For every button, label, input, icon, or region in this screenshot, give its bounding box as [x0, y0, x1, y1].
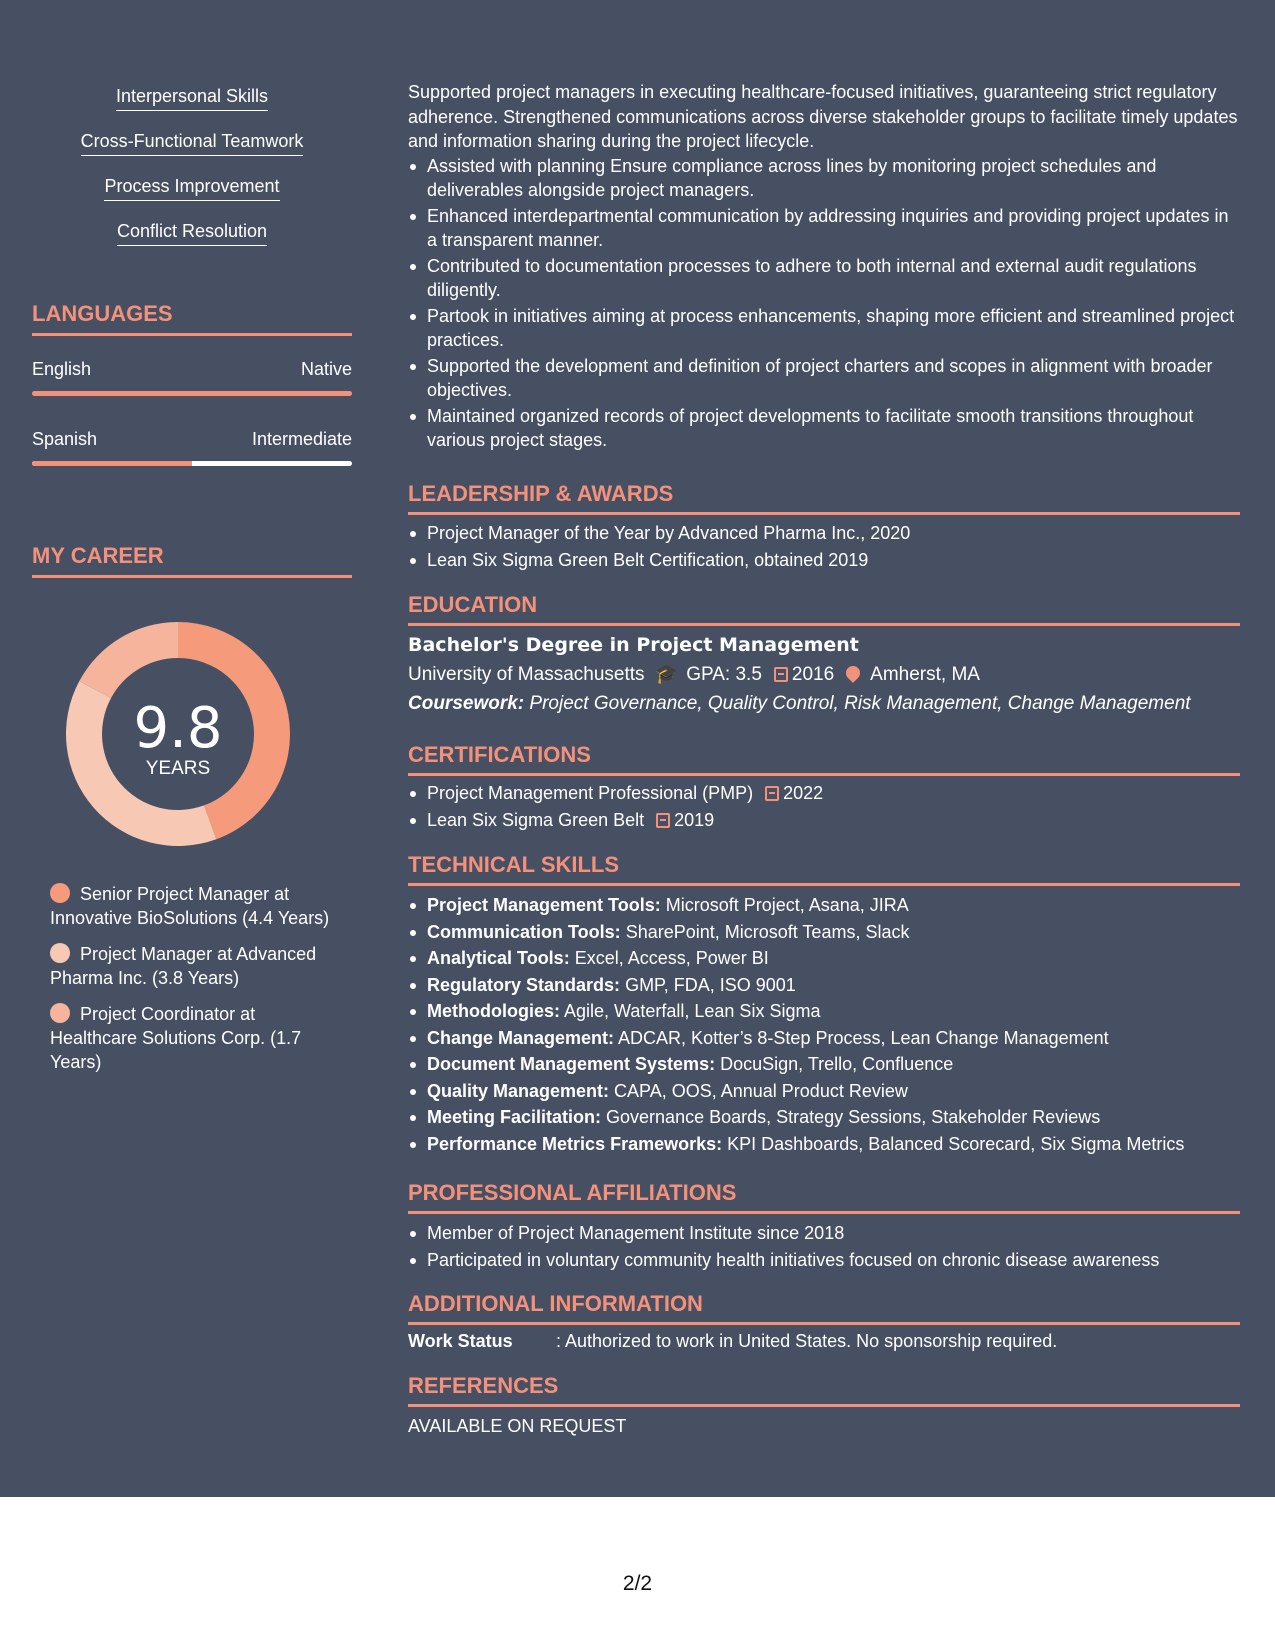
calendar-icon [774, 667, 788, 682]
page-number: 2/2 [622, 1572, 653, 1595]
work-status [408, 1331, 1240, 1352]
career-total: 9.8 [133, 696, 223, 761]
language-level: Intermediate [251, 429, 352, 449]
legend-dot [50, 1003, 70, 1023]
language-bar [32, 391, 352, 396]
skill-item: Process Improvement [32, 176, 352, 221]
references-text: AVAILABLE ON REQUEST [408, 1416, 627, 1436]
affiliations-list [408, 1221, 1240, 1274]
list-item: Performance Metrics Frameworks: KPI Dashboards, Balanced Scorecard, Six Sigma Metrics [408, 1132, 1240, 1157]
education-details [408, 662, 1240, 686]
list-item: Partook in initiatives aiming at process enhancements, shaping more efficient and streamlined project practices. [408, 304, 1240, 353]
leadership-list [408, 521, 1240, 574]
calendar-icon [765, 786, 779, 801]
skill-item: Cross-Functional Teamwork [32, 131, 352, 176]
list-item: Analytical Tools: Excel, Access, Power BI [408, 946, 1240, 971]
language-bar [32, 461, 352, 466]
experience-summary: Supported project managers in executing healthcare-focused initiatives, guaranteeing strict regulatory adherence. Strengthened communications across diverse stakeholder groups to facilitate timely updates and information sharing during the project lifecycle. [408, 82, 1238, 151]
graduation-cap-icon: 🎓 [654, 663, 679, 685]
gpa: GPA: 3.5 [686, 664, 762, 685]
coursework-text: Project Governance, Quality Control, Risk Management, Change Management [529, 693, 1191, 714]
language-name: Spanish [32, 429, 98, 449]
list-item: Lean Six Sigma Green Belt Certification, obtained 2019 [408, 548, 1240, 573]
technical-skills-heading: TECHNICAL SKILLS [408, 852, 1240, 886]
list-item: Document Management Systems: DocuSign, Trello, Confluence [408, 1052, 1240, 1077]
list-item: Enhanced interdepartmental communication by addressing inquiries and providing project updates in a transparent manner. [408, 204, 1240, 253]
list-item: Meeting Facilitation: Governance Boards, Strategy Sessions, Stakeholder Reviews [408, 1105, 1240, 1130]
career-heading: MY CAREER [32, 543, 352, 578]
career-item: Project Manager at Advanced Pharma Inc. (3.8 Years) [50, 944, 317, 988]
school-name: University of Massachusetts [408, 664, 645, 685]
list-item: Project Management Tools: Microsoft Project, Asana, JIRA [408, 893, 1240, 918]
references-heading: REFERENCES [408, 1373, 1240, 1407]
additional-info-heading: ADDITIONAL INFORMATION [408, 1291, 1240, 1325]
degree-title: Bachelor's Degree in Project Management [408, 634, 859, 656]
languages-heading: LANGUAGES [32, 301, 352, 336]
language-row-english [32, 359, 352, 399]
list-item: Project Management Professional (PMP) 2022 [408, 781, 1240, 806]
list-item: Project Manager of the Year by Advanced Pharma Inc., 2020 [408, 521, 1240, 546]
career-legend [50, 882, 340, 1086]
work-status-value: : Authorized to work in United States. No sponsorship required. [556, 1331, 1058, 1351]
list-item: Maintained organized records of project developments to facilitate smooth transitions throughout various project stages. [408, 404, 1240, 453]
education-entry [408, 634, 1240, 715]
language-bar-fill [32, 461, 192, 466]
list-item: Supported the development and definition of project charters and scopes in alignment with broader objectives. [408, 354, 1240, 403]
skill-item: Interpersonal Skills [32, 86, 352, 131]
list-item: Assisted with planning Ensure compliance across lines by monitoring project schedules and deliverables alongside project managers. [408, 154, 1240, 203]
skills-list [32, 86, 352, 266]
list-item: Quality Management: CAPA, OOS, Annual Product Review [408, 1079, 1240, 1104]
list-item: Participated in voluntary community health initiatives focused on chronic disease awareness [408, 1248, 1240, 1273]
certifications-heading: CERTIFICATIONS [408, 742, 1240, 776]
legend-dot [50, 943, 70, 963]
language-name: English [32, 359, 92, 379]
affiliations-heading: PROFESSIONAL AFFILIATIONS [408, 1180, 1240, 1214]
career-donut-chart [66, 622, 290, 846]
certifications-list [408, 781, 1240, 834]
coursework-label: Coursework: [408, 693, 525, 714]
technical-skills-list [408, 893, 1240, 1158]
career-item: Project Coordinator at Healthcare Solutions Corp. (1.7 Years) [50, 1004, 302, 1072]
list-item: Contributed to documentation processes to adhere to both internal and external audit regulations diligently. [408, 254, 1240, 303]
skill-item: Conflict Resolution [32, 221, 352, 266]
experience-bullets [408, 154, 1240, 453]
leadership-heading: LEADERSHIP & AWARDS [408, 481, 1240, 515]
list-item: Regulatory Standards: GMP, FDA, ISO 9001 [408, 973, 1240, 998]
list-item: Methodologies: Agile, Waterfall, Lean Six Sigma [408, 999, 1240, 1024]
experience-section [408, 80, 1240, 454]
legend-dot [50, 883, 70, 903]
location: Amherst, MA [870, 664, 980, 685]
work-status-label: Work Status [408, 1331, 513, 1351]
coursework [408, 693, 1240, 715]
location-pin-icon [843, 663, 863, 683]
list-item: Communication Tools: SharePoint, Microsoft Teams, Slack [408, 920, 1240, 945]
language-level: Native [300, 359, 352, 379]
career-unit: YEARS [145, 758, 211, 779]
career-item: Senior Project Manager at Innovative BioSolutions (4.4 Years) [50, 884, 330, 928]
calendar-icon [656, 813, 670, 828]
donut-segment-2 [79, 622, 178, 698]
graduation-year: 2016 [791, 664, 835, 685]
list-item: Change Management: ADCAR, Kotter’s 8-Step Process, Lean Change Management [408, 1026, 1240, 1051]
language-bar-fill [32, 391, 352, 396]
education-heading: EDUCATION [408, 592, 1240, 626]
language-row-spanish [32, 429, 352, 469]
list-item: Member of Project Management Institute since 2018 [408, 1221, 1240, 1246]
list-item: Lean Six Sigma Green Belt 2019 [408, 808, 1240, 833]
